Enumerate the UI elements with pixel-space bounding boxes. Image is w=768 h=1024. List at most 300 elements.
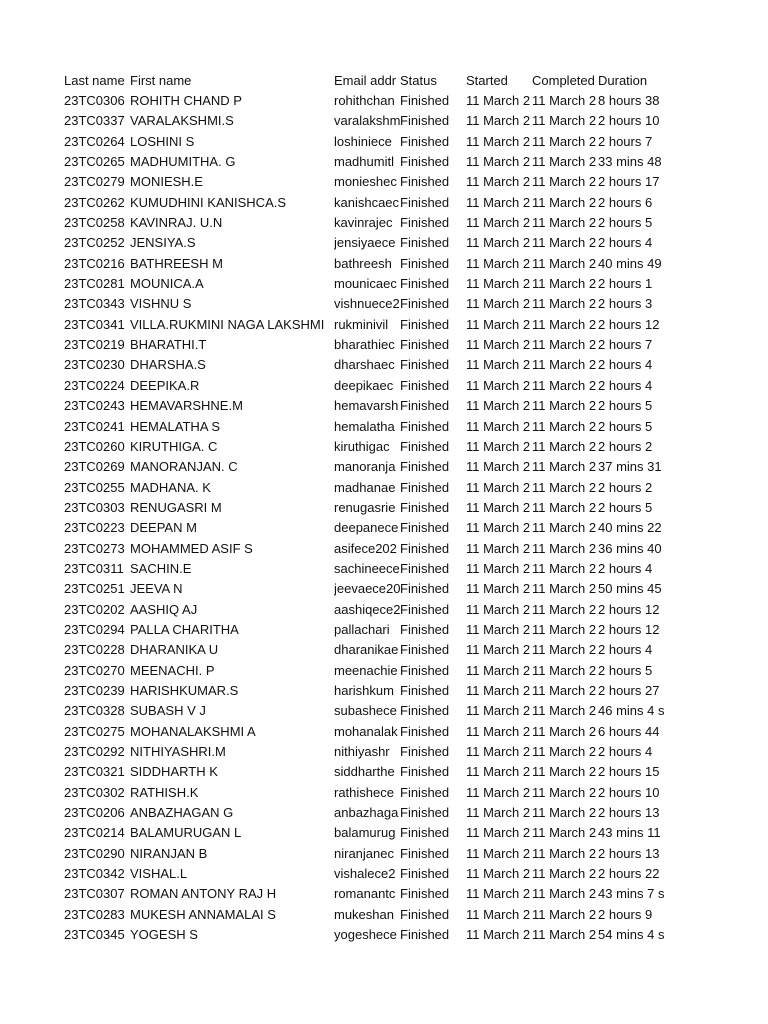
duration-cell: 2 hours 12 bbox=[598, 601, 660, 617]
table-row bbox=[64, 90, 664, 110]
completed-cell: 11 March 2 bbox=[532, 621, 597, 637]
table-row bbox=[64, 558, 664, 578]
duration-cell: 2 hours 22 bbox=[598, 866, 660, 882]
status-cell: Finished bbox=[400, 621, 450, 637]
first-name-cell: NIRANJAN B bbox=[130, 845, 208, 861]
first-name-cell: SACHIN.E bbox=[130, 560, 192, 576]
duration-cell: 2 hours 4 bbox=[598, 377, 653, 393]
first-name-cell: VILLA.RUKMINI NAGA LAKSHMI bbox=[130, 316, 325, 332]
last-name-cell: 23TC0260 bbox=[64, 438, 125, 454]
started-cell: 11 March 2 bbox=[466, 886, 531, 902]
email-cell: hemalatha bbox=[334, 418, 395, 434]
last-name-cell: 23TC0202 bbox=[64, 601, 125, 617]
first-name-cell: JENSIYA.S bbox=[130, 235, 196, 251]
first-name-cell: LOSHINI S bbox=[130, 133, 195, 149]
status-cell: Finished bbox=[400, 133, 450, 149]
completed-cell: 11 March 2 bbox=[532, 703, 597, 719]
status-cell: Finished bbox=[400, 418, 450, 434]
status-cell: Finished bbox=[400, 174, 450, 190]
first-name-cell: JEEVA N bbox=[130, 581, 183, 597]
duration-cell: 2 hours 9 bbox=[598, 906, 653, 922]
status-cell: Finished bbox=[400, 601, 450, 617]
table-row bbox=[64, 273, 664, 293]
results-table bbox=[64, 70, 664, 945]
status-cell: Finished bbox=[400, 682, 450, 698]
completed-cell: 11 March 2 bbox=[532, 886, 597, 902]
email-cell: balamurug bbox=[334, 825, 396, 841]
completed-cell: 11 March 2 bbox=[532, 560, 597, 576]
table-row bbox=[64, 538, 664, 558]
completed-cell: 11 March 2 bbox=[532, 194, 597, 210]
last-name-cell: 23TC0265 bbox=[64, 154, 125, 170]
status-cell: Finished bbox=[400, 479, 450, 495]
table-row bbox=[64, 843, 664, 863]
completed-cell: 11 March 2 bbox=[532, 316, 597, 332]
completed-cell: 11 March 2 bbox=[532, 866, 597, 882]
completed-cell: 11 March 2 bbox=[532, 744, 597, 760]
last-name-cell: 23TC0241 bbox=[64, 418, 125, 434]
status-cell: Finished bbox=[400, 581, 450, 597]
last-name-cell: 23TC0343 bbox=[64, 296, 125, 312]
duration-cell: 2 hours 4 bbox=[598, 357, 653, 373]
table-row bbox=[64, 436, 664, 456]
email-cell: mukeshan bbox=[334, 906, 394, 922]
first-name-cell: BALAMURUGAN L bbox=[130, 825, 242, 841]
table-row bbox=[64, 782, 664, 802]
last-name-cell: 23TC0342 bbox=[64, 866, 125, 882]
first-name-cell: MADHUMITHA. G bbox=[130, 154, 236, 170]
first-name-cell: AASHIQ AJ bbox=[130, 601, 198, 617]
email-cell: vishalece2 bbox=[334, 866, 396, 882]
completed-cell: 11 March 2 bbox=[532, 581, 597, 597]
last-name-cell: 23TC0290 bbox=[64, 845, 125, 861]
started-cell: 11 March 2 bbox=[466, 621, 531, 637]
started-cell: 11 March 2 bbox=[466, 479, 531, 495]
completed-cell: 11 March 2 bbox=[532, 154, 597, 170]
first-name-cell: VISHNU S bbox=[130, 296, 192, 312]
table-row bbox=[64, 334, 664, 354]
status-cell: Finished bbox=[400, 906, 450, 922]
last-name-cell: 23TC0341 bbox=[64, 316, 125, 332]
started-cell: 11 March 2 bbox=[466, 459, 531, 475]
table-row bbox=[64, 802, 664, 822]
email-cell: bathreesh bbox=[334, 255, 392, 271]
started-cell: 11 March 2 bbox=[466, 357, 531, 373]
status-cell: Finished bbox=[400, 723, 450, 739]
completed-cell: 11 March 2 bbox=[532, 825, 597, 841]
started-cell: 11 March 2 bbox=[466, 235, 531, 251]
table-row bbox=[64, 863, 664, 883]
started-cell: 11 March 2 bbox=[466, 93, 531, 109]
completed-cell: 11 March 2 bbox=[532, 682, 597, 698]
last-name-cell: 23TC0311 bbox=[64, 560, 124, 576]
duration-cell: 2 hours 5 bbox=[598, 215, 653, 231]
last-name-cell: 23TC0345 bbox=[64, 927, 125, 943]
first-name-cell: KIRUTHIGA. C bbox=[130, 438, 218, 454]
table-row bbox=[64, 884, 664, 904]
first-name-cell: YOGESH S bbox=[130, 927, 198, 943]
table-row bbox=[64, 721, 664, 741]
completed-cell: 11 March 2 bbox=[532, 276, 597, 292]
first-name-cell: VISHAL.L bbox=[130, 866, 188, 882]
completed-cell: 11 March 2 bbox=[532, 438, 597, 454]
table-row bbox=[64, 111, 664, 131]
status-cell: Finished bbox=[400, 845, 450, 861]
completed-cell: 11 March 2 bbox=[532, 479, 597, 495]
last-name-cell: 23TC0230 bbox=[64, 357, 125, 373]
last-name-cell: 23TC0270 bbox=[64, 662, 125, 678]
status-cell: Finished bbox=[400, 927, 450, 943]
duration-cell: 2 hours 17 bbox=[598, 174, 660, 190]
email-cell: manoranja bbox=[334, 459, 396, 475]
table-row bbox=[64, 375, 664, 395]
status-cell: Finished bbox=[400, 235, 450, 251]
last-name-cell: 23TC0307 bbox=[64, 886, 125, 902]
last-name-cell: 23TC0255 bbox=[64, 479, 125, 495]
last-name-cell: 23TC0214 bbox=[64, 825, 125, 841]
started-cell: 11 March 2 bbox=[466, 560, 531, 576]
started-cell: 11 March 2 bbox=[466, 927, 531, 943]
first-name-cell: PALLA CHARITHA bbox=[130, 621, 239, 637]
duration-cell: 2 hours 5 bbox=[598, 662, 653, 678]
completed-cell: 11 March 2 bbox=[532, 723, 597, 739]
email-cell: mounicaec bbox=[334, 276, 397, 292]
table-row bbox=[64, 579, 664, 599]
duration-cell: 2 hours 13 bbox=[598, 805, 660, 821]
completed-cell: 11 March 2 bbox=[532, 764, 597, 780]
table-row bbox=[64, 518, 664, 538]
duration-cell: 54 mins 4 s bbox=[598, 927, 664, 943]
status-cell: Finished bbox=[400, 459, 450, 475]
duration-cell: 6 hours 44 bbox=[598, 723, 660, 739]
duration-cell: 50 mins 45 bbox=[598, 581, 662, 597]
status-cell: Finished bbox=[400, 499, 450, 515]
status-cell: Finished bbox=[400, 662, 450, 678]
started-cell: 11 March 2 bbox=[466, 255, 531, 271]
table-row bbox=[64, 151, 664, 171]
last-name-cell: 23TC0219 bbox=[64, 337, 125, 353]
started-cell: 11 March 2 bbox=[466, 581, 531, 597]
started-cell: 11 March 2 bbox=[466, 825, 531, 841]
table-row bbox=[64, 619, 664, 639]
duration-cell: 2 hours 5 bbox=[598, 499, 653, 515]
started-cell: 11 March 2 bbox=[466, 194, 531, 210]
duration-cell: 37 mins 31 bbox=[598, 459, 662, 475]
started-cell: 11 March 2 bbox=[466, 662, 531, 678]
email-cell: meenachie bbox=[334, 662, 398, 678]
last-name-cell: 23TC0337 bbox=[64, 113, 125, 129]
table-row bbox=[64, 680, 664, 700]
completed-cell: 11 March 2 bbox=[532, 377, 597, 393]
last-name-cell: 23TC0243 bbox=[64, 398, 125, 414]
duration-cell: 2 hours 3 bbox=[598, 296, 653, 312]
status-cell: Finished bbox=[400, 805, 450, 821]
table-row bbox=[64, 741, 664, 761]
last-name-cell: 23TC0251 bbox=[64, 581, 125, 597]
email-cell: deepikaec bbox=[334, 377, 394, 393]
last-name-cell: 23TC0292 bbox=[64, 744, 125, 760]
duration-cell: 40 mins 49 bbox=[598, 255, 662, 271]
last-name-cell: 23TC0216 bbox=[64, 255, 125, 271]
status-cell: Finished bbox=[400, 866, 450, 882]
last-name-cell: 23TC0281 bbox=[64, 276, 125, 292]
completed-cell: 11 March 2 bbox=[532, 642, 597, 658]
started-cell: 11 March 2 bbox=[466, 784, 531, 800]
status-cell: Finished bbox=[400, 520, 450, 536]
status-cell: Finished bbox=[400, 744, 450, 760]
email-cell: renugasrie bbox=[334, 499, 396, 515]
first-name-cell: ANBAZHAGAN G bbox=[130, 805, 234, 821]
duration-cell: 2 hours 4 bbox=[598, 560, 653, 576]
last-name-cell: 23TC0258 bbox=[64, 215, 125, 231]
duration-cell: 2 hours 10 bbox=[598, 784, 660, 800]
started-cell: 11 March 2 bbox=[466, 866, 531, 882]
first-name-cell: NITHIYASHRI.M bbox=[130, 744, 226, 760]
completed-cell: 11 March 2 bbox=[532, 540, 597, 556]
completed-cell: 11 March 2 bbox=[532, 845, 597, 861]
status-cell: Finished bbox=[400, 93, 450, 109]
first-name-cell: MOHAMMED ASIF S bbox=[130, 540, 253, 556]
table-row bbox=[64, 701, 664, 721]
email-cell: vishnuece2 bbox=[334, 296, 400, 312]
email-cell: yogeshece bbox=[334, 927, 397, 943]
status-cell: Finished bbox=[400, 154, 450, 170]
started-cell: 11 March 2 bbox=[466, 744, 531, 760]
started-cell: 11 March 2 bbox=[466, 113, 531, 129]
duration-cell: 2 hours 7 bbox=[598, 133, 653, 149]
table-row bbox=[64, 640, 664, 660]
last-name-cell: 23TC0269 bbox=[64, 459, 125, 475]
duration-cell: 36 mins 40 bbox=[598, 540, 662, 556]
first-name-cell: RENUGASRI M bbox=[130, 499, 222, 515]
last-name-cell: 23TC0223 bbox=[64, 520, 125, 536]
started-cell: 11 March 2 bbox=[466, 296, 531, 312]
duration-cell: 2 hours 13 bbox=[598, 845, 660, 861]
table-row bbox=[64, 497, 664, 517]
last-name-cell: 23TC0321 bbox=[64, 764, 125, 780]
started-cell: 11 March 2 bbox=[466, 682, 531, 698]
first-name-cell: DHARSHA.S bbox=[130, 357, 206, 373]
status-cell: Finished bbox=[400, 764, 450, 780]
table-row bbox=[64, 172, 664, 192]
last-name-cell: 23TC0224 bbox=[64, 377, 125, 393]
status-cell: Finished bbox=[400, 255, 450, 271]
completed-cell: 11 March 2 bbox=[532, 133, 597, 149]
started-cell: 11 March 2 bbox=[466, 276, 531, 292]
status-cell: Finished bbox=[400, 642, 450, 658]
started-cell: 11 March 2 bbox=[466, 703, 531, 719]
started-cell: 11 March 2 bbox=[466, 906, 531, 922]
started-cell: 11 March 2 bbox=[466, 764, 531, 780]
email-cell: rathishece bbox=[334, 784, 394, 800]
completed-cell: 11 March 2 bbox=[532, 520, 597, 536]
status-cell: Finished bbox=[400, 784, 450, 800]
completed-cell: 11 March 2 bbox=[532, 215, 597, 231]
first-name-cell: SUBASH V J bbox=[130, 703, 206, 719]
started-cell: 11 March 2 bbox=[466, 642, 531, 658]
completed-cell: 11 March 2 bbox=[532, 113, 597, 129]
status-cell: Finished bbox=[400, 560, 450, 576]
first-name-cell: MOUNICA.A bbox=[130, 276, 204, 292]
started-cell: 11 March 2 bbox=[466, 154, 531, 170]
table-row bbox=[64, 823, 664, 843]
completed-cell: 11 March 2 bbox=[532, 337, 597, 353]
table-row bbox=[64, 457, 664, 477]
started-cell: 11 March 2 bbox=[466, 316, 531, 332]
email-cell: asifece202 bbox=[334, 540, 397, 556]
duration-cell: 2 hours 2 bbox=[598, 438, 653, 454]
started-cell: 11 March 2 bbox=[466, 601, 531, 617]
started-cell: 11 March 2 bbox=[466, 805, 531, 821]
email-cell: pallachari bbox=[334, 621, 390, 637]
duration-cell: 2 hours 7 bbox=[598, 337, 653, 353]
duration-cell: 2 hours 1 bbox=[598, 276, 653, 292]
duration-cell: 2 hours 4 bbox=[598, 642, 653, 658]
header-duration: Duration bbox=[598, 72, 648, 88]
email-cell: madhanae bbox=[334, 479, 396, 495]
status-cell: Finished bbox=[400, 276, 450, 292]
duration-cell: 43 mins 11 bbox=[598, 825, 661, 841]
duration-cell: 46 mins 4 s bbox=[598, 703, 664, 719]
first-name-cell: HARISHKUMAR.S bbox=[130, 682, 239, 698]
table-body bbox=[64, 90, 664, 944]
started-cell: 11 March 2 bbox=[466, 438, 531, 454]
duration-cell: 2 hours 5 bbox=[598, 418, 653, 434]
email-cell: rohithchan bbox=[334, 93, 395, 109]
email-cell: loshiniece bbox=[334, 133, 392, 149]
duration-cell: 8 hours 38 bbox=[598, 93, 660, 109]
email-cell: anbazhaga bbox=[334, 805, 399, 821]
first-name-cell: BHARATHI.T bbox=[130, 337, 207, 353]
completed-cell: 11 March 2 bbox=[532, 784, 597, 800]
table-row bbox=[64, 192, 664, 212]
first-name-cell: VARALAKSHMI.S bbox=[130, 113, 234, 129]
header-status: Status bbox=[400, 72, 437, 88]
status-cell: Finished bbox=[400, 438, 450, 454]
email-cell: dharshaec bbox=[334, 357, 395, 373]
first-name-cell: MONIESH.E bbox=[130, 174, 203, 190]
duration-cell: 43 mins 7 s bbox=[598, 886, 664, 902]
status-cell: Finished bbox=[400, 215, 450, 231]
last-name-cell: 23TC0252 bbox=[64, 235, 125, 251]
status-cell: Finished bbox=[400, 398, 450, 414]
email-cell: rukminivil bbox=[334, 316, 389, 332]
last-name-cell: 23TC0273 bbox=[64, 540, 125, 556]
table-row bbox=[64, 762, 664, 782]
header-completed: Completed bbox=[532, 72, 595, 88]
last-name-cell: 23TC0206 bbox=[64, 805, 125, 821]
completed-cell: 11 March 2 bbox=[532, 398, 597, 414]
completed-cell: 11 March 2 bbox=[532, 235, 597, 251]
table-row bbox=[64, 294, 664, 314]
duration-cell: 2 hours 4 bbox=[598, 235, 653, 251]
started-cell: 11 March 2 bbox=[466, 723, 531, 739]
last-name-cell: 23TC0279 bbox=[64, 174, 125, 190]
table-row bbox=[64, 314, 664, 334]
first-name-cell: BATHREESH M bbox=[130, 255, 223, 271]
duration-cell: 2 hours 12 bbox=[598, 621, 660, 637]
duration-cell: 2 hours 15 bbox=[598, 764, 660, 780]
first-name-cell: MEENACHI. P bbox=[130, 662, 215, 678]
status-cell: Finished bbox=[400, 825, 450, 841]
last-name-cell: 23TC0228 bbox=[64, 642, 125, 658]
email-cell: jeevaece20 bbox=[334, 581, 400, 597]
last-name-cell: 23TC0275 bbox=[64, 723, 125, 739]
email-cell: dharanikae bbox=[334, 642, 399, 658]
first-name-cell: KUMUDHINI KANISHCA.S bbox=[130, 194, 287, 210]
table-row bbox=[64, 212, 664, 232]
table-row bbox=[64, 233, 664, 253]
email-cell: romanantc bbox=[334, 886, 396, 902]
status-cell: Finished bbox=[400, 194, 450, 210]
first-name-cell: ROMAN ANTONY RAJ H bbox=[130, 886, 277, 902]
last-name-cell: 23TC0302 bbox=[64, 784, 125, 800]
started-cell: 11 March 2 bbox=[466, 215, 531, 231]
started-cell: 11 March 2 bbox=[466, 845, 531, 861]
duration-cell: 40 mins 22 bbox=[598, 520, 662, 536]
duration-cell: 2 hours 12 bbox=[598, 316, 660, 332]
email-cell: siddharthe bbox=[334, 764, 395, 780]
table-row bbox=[64, 599, 664, 619]
status-cell: Finished bbox=[400, 886, 450, 902]
started-cell: 11 March 2 bbox=[466, 133, 531, 149]
started-cell: 11 March 2 bbox=[466, 540, 531, 556]
completed-cell: 11 March 2 bbox=[532, 601, 597, 617]
started-cell: 11 March 2 bbox=[466, 337, 531, 353]
status-cell: Finished bbox=[400, 316, 450, 332]
first-name-cell: DEEPIKA.R bbox=[130, 377, 200, 393]
table-row bbox=[64, 924, 664, 944]
status-cell: Finished bbox=[400, 377, 450, 393]
completed-cell: 11 March 2 bbox=[532, 93, 597, 109]
status-cell: Finished bbox=[400, 357, 450, 373]
completed-cell: 11 March 2 bbox=[532, 927, 597, 943]
last-name-cell: 23TC0306 bbox=[64, 93, 125, 109]
duration-cell: 2 hours 4 bbox=[598, 744, 653, 760]
email-cell: harishkum bbox=[334, 682, 394, 698]
last-name-cell: 23TC0294 bbox=[64, 621, 125, 637]
table-row bbox=[64, 660, 664, 680]
email-cell: monieshec bbox=[334, 174, 397, 190]
email-cell: hemavarsh bbox=[334, 398, 399, 414]
email-cell: kavinrajec bbox=[334, 215, 393, 231]
first-name-cell: MANORANJAN. C bbox=[130, 459, 238, 475]
table-row bbox=[64, 416, 664, 436]
duration-cell: 33 mins 48 bbox=[598, 154, 662, 170]
email-cell: kanishcaec bbox=[334, 194, 400, 210]
first-name-cell: DEEPAN M bbox=[130, 520, 197, 536]
email-cell: niranjanec bbox=[334, 845, 394, 861]
completed-cell: 11 March 2 bbox=[532, 296, 597, 312]
first-name-cell: MUKESH ANNAMALAI S bbox=[130, 906, 276, 922]
header-started: Started bbox=[466, 72, 508, 88]
email-cell: jensiyaece bbox=[334, 235, 396, 251]
email-cell: deepanece bbox=[334, 520, 399, 536]
started-cell: 11 March 2 bbox=[466, 377, 531, 393]
started-cell: 11 March 2 bbox=[466, 499, 531, 515]
status-cell: Finished bbox=[400, 113, 450, 129]
email-cell: aashiqece2 bbox=[334, 601, 400, 617]
completed-cell: 11 March 2 bbox=[532, 255, 597, 271]
started-cell: 11 March 2 bbox=[466, 520, 531, 536]
header-email: Email addr bbox=[334, 72, 397, 88]
first-name-cell: MADHANA. K bbox=[130, 479, 211, 495]
table-row bbox=[64, 131, 664, 151]
last-name-cell: 23TC0264 bbox=[64, 133, 125, 149]
started-cell: 11 March 2 bbox=[466, 398, 531, 414]
last-name-cell: 23TC0283 bbox=[64, 906, 125, 922]
completed-cell: 11 March 2 bbox=[532, 805, 597, 821]
